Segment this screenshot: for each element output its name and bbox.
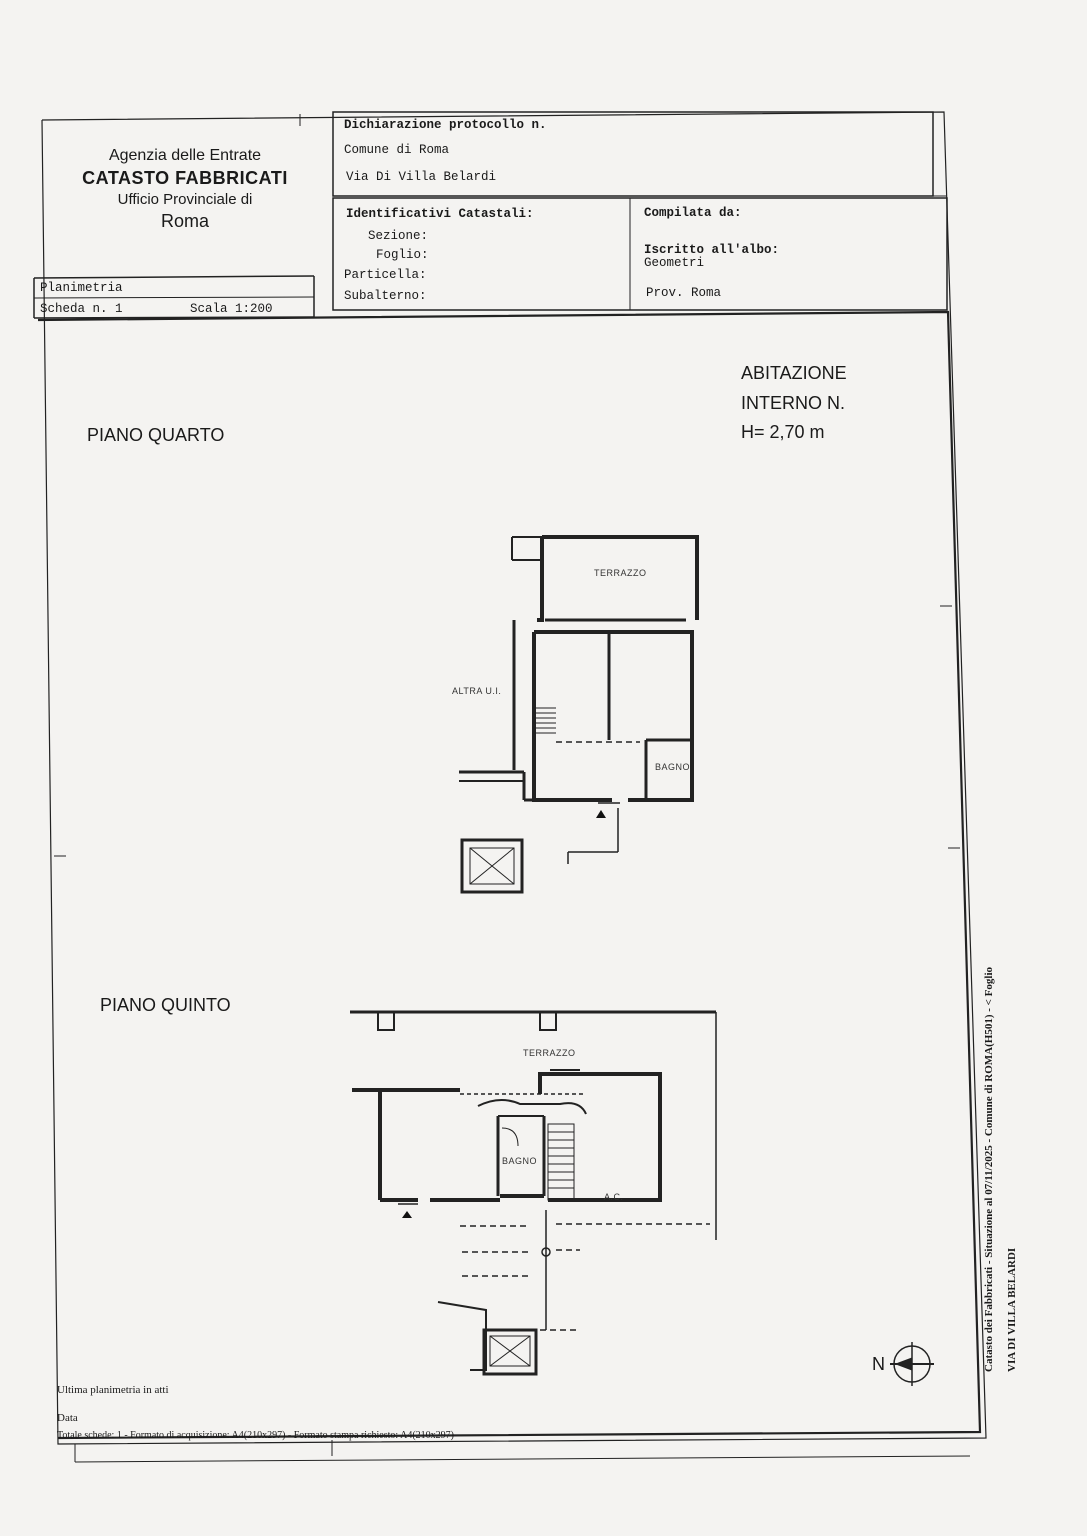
floor-label-quarto: PIANO QUARTO — [87, 425, 225, 445]
iscritto-label: Iscritto all'albo: — [644, 243, 780, 257]
sezione-label: Sezione: — [368, 229, 429, 243]
scale-label: Scala 1:200 — [190, 302, 273, 316]
dichiarazione-label: Dichiarazione protocollo n. — [344, 118, 547, 132]
room-ac: A.C. — [604, 1192, 624, 1202]
room-bagno-quinto: BAGNO — [502, 1156, 538, 1166]
foglio-label: Foglio: — [376, 248, 429, 262]
compilata-label: Compilata da: — [644, 206, 742, 220]
ufficio-city: Roma — [160, 210, 209, 231]
comune-label: Comune di Roma — [344, 143, 450, 157]
room-terrazzo-quinto: TERRAZZO — [523, 1048, 576, 1058]
unit-interno: INTERNO N. — [741, 393, 846, 413]
ultima-planimetria: Ultima planimetria in atti — [57, 1384, 169, 1396]
north-letter: N — [872, 1354, 885, 1374]
totale-schede: Totale schede: 1 - Formato di acquisizione: A4(210x297) - Formato stampa richiesto: A4(210x297) — [57, 1430, 454, 1441]
address-label: Via Di Villa Belardi — [346, 170, 497, 184]
geometri-label: Geometri — [644, 256, 705, 270]
data-label: Data — [57, 1412, 78, 1424]
room-bagno-quarto: BAGNO — [655, 762, 691, 772]
unit-height: H= 2,70 m — [741, 422, 825, 442]
agency-block — [60, 146, 310, 233]
compass-rose — [890, 1342, 934, 1386]
room-altra-ui: ALTRA U.I. — [452, 686, 502, 696]
floor-label-quinto: PIANO QUINTO — [100, 995, 231, 1015]
ufficio-label: Ufficio Provinciale di — [117, 191, 253, 209]
provincia-label: Prov. Roma — [646, 286, 722, 300]
agency-name: Agenzia delle Entrate — [108, 147, 262, 164]
unit-type: ABITAZIONE — [741, 363, 847, 383]
identificativi-label: Identificativi Catastali: — [346, 207, 534, 221]
particella-label: Particella: — [344, 268, 427, 282]
room-terrazzo-quarto: TERRAZZO — [594, 568, 647, 578]
subalterno-label: Subalterno: — [344, 289, 427, 303]
planimetria-label: Planimetria — [40, 281, 123, 295]
catasto-title: CATASTO FABBRICATI — [82, 167, 288, 188]
side-situazione: Catasto dei Fabbricati - Situazione al 07/11/2025 - Comune di ROMA(H501) - < Foglio — [983, 966, 995, 1372]
scheda-number: Scheda n. 1 — [40, 302, 123, 316]
side-address: VIA DI VILLA BELARDI — [1006, 1247, 1018, 1372]
